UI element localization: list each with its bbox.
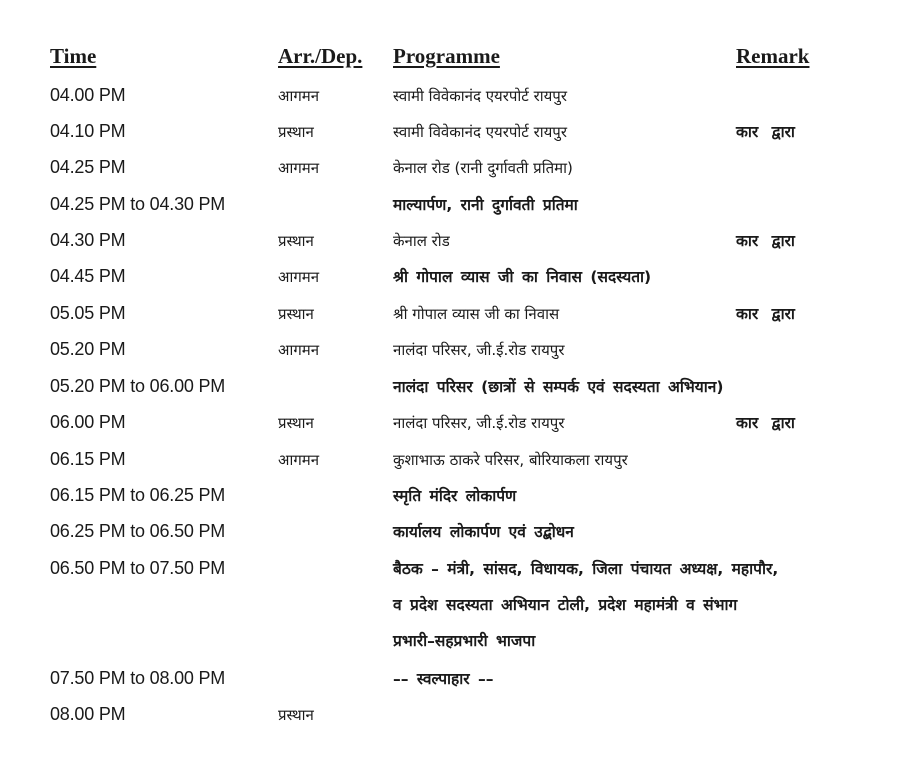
schedule-row <box>0 702 899 738</box>
schedule-row <box>0 410 899 446</box>
header-arr-dep: Arr./Dep. <box>278 44 363 68</box>
meeting-line: बैठक – मंत्री, सांसद, विधायक, जिला पंचायत अध्यक्ष, महापौर, <box>393 560 779 578</box>
row-programme: श्री गोपाल व्यास जी का निवास <box>393 305 560 323</box>
row-arr-dep: प्रस्थान <box>278 706 314 724</box>
schedule-row <box>0 666 899 702</box>
row-time: 05.20 PM <box>50 339 126 359</box>
row-time: 04.10 PM <box>50 121 126 141</box>
row-time: 04.30 PM <box>50 230 126 250</box>
row-time: 04.25 PM to 04.30 PM <box>50 194 226 214</box>
meeting-line: प्रभारी–सहप्रभारी भाजपा <box>393 632 536 650</box>
row-time: 04.25 PM <box>50 157 126 177</box>
schedule-row <box>0 301 899 337</box>
row-remark: कार द्वारा <box>736 123 795 141</box>
header-programme: Programme <box>393 44 500 68</box>
schedule-row <box>0 228 899 264</box>
row-time: 05.20 PM to 06.00 PM <box>50 376 226 396</box>
row-arr-dep: प्रस्थान <box>278 123 314 141</box>
row-time: 05.05 PM <box>50 303 126 323</box>
row-arr-dep: आगमन <box>278 451 320 469</box>
row-arr-dep: आगमन <box>278 341 320 359</box>
row-arr-dep: प्रस्थान <box>278 414 314 432</box>
row-time: 04.00 PM <box>50 85 126 105</box>
row-arr-dep: आगमन <box>278 87 320 105</box>
row-time: 06.00 PM <box>50 412 126 432</box>
row-arr-dep: प्रस्थान <box>278 305 314 323</box>
row-arr-dep: प्रस्थान <box>278 232 314 250</box>
row-programme: नालंदा परिसर, जी.ई.रोड रायपुर <box>393 341 565 359</box>
row-programme: श्री गोपाल व्यास जी का निवास (सदस्यता) <box>393 268 652 286</box>
schedule-row <box>0 337 899 373</box>
row-programme: केनाल रोड (रानी दुर्गावती प्रतिमा) <box>393 159 573 177</box>
row-programme: कुशाभाऊ ठाकरे परिसर, बोरियाकला रायपुर <box>393 451 628 469</box>
row-time: 08.00 PM <box>50 704 126 724</box>
row-arr-dep: आगमन <box>278 268 320 286</box>
row-programme: स्वामी विवेकानंद एयरपोर्ट रायपुर <box>393 87 567 105</box>
schedule-row <box>0 264 899 300</box>
row-programme: –– स्वल्पाहार –– <box>393 670 494 688</box>
header-time: Time <box>50 44 97 68</box>
row-time: 06.25 PM to 06.50 PM <box>50 521 226 541</box>
row-remark: कार द्वारा <box>736 305 795 323</box>
row-programme: माल्यार्पण, रानी दुर्गावती प्रतिमा <box>393 196 578 214</box>
schedule-row-meeting <box>0 556 899 666</box>
row-programme: नालंदा परिसर (छात्रों से सम्पर्क एवं सदस्यता अभियान) <box>393 378 724 396</box>
header-remark: Remark <box>736 44 810 68</box>
row-programme: स्मृति मंदिर लोकार्पण <box>393 487 517 505</box>
schedule-row <box>0 192 899 228</box>
row-programme: स्वामी विवेकानंद एयरपोर्ट रायपुर <box>393 123 567 141</box>
schedule-row <box>0 483 899 519</box>
row-time: 06.15 PM to 06.25 PM <box>50 485 226 505</box>
row-arr-dep: आगमन <box>278 159 320 177</box>
row-programme-meeting <box>393 557 778 665</box>
row-programme: नालंदा परिसर, जी.ई.रोड रायपुर <box>393 414 565 432</box>
schedule-row <box>0 119 899 155</box>
row-time: 04.45 PM <box>50 266 126 286</box>
meeting-line: व प्रदेश सदस्यता अभियान टोली, प्रदेश महामंत्री व संभाग <box>393 596 738 614</box>
schedule-row <box>0 83 899 119</box>
row-programme: कार्यालय लोकार्पण एवं उद्बोधन <box>393 523 574 541</box>
schedule-row <box>0 374 899 410</box>
schedule-row <box>0 447 899 483</box>
row-remark: कार द्वारा <box>736 232 795 250</box>
row-time: 07.50 PM to 08.00 PM <box>50 668 226 688</box>
row-programme: केनाल रोड <box>393 232 450 250</box>
schedule-row <box>0 519 899 555</box>
row-time: 06.50 PM to 07.50 PM <box>50 558 226 578</box>
row-time: 06.15 PM <box>50 449 126 469</box>
schedule-row <box>0 155 899 191</box>
row-remark: कार द्वारा <box>736 414 795 432</box>
